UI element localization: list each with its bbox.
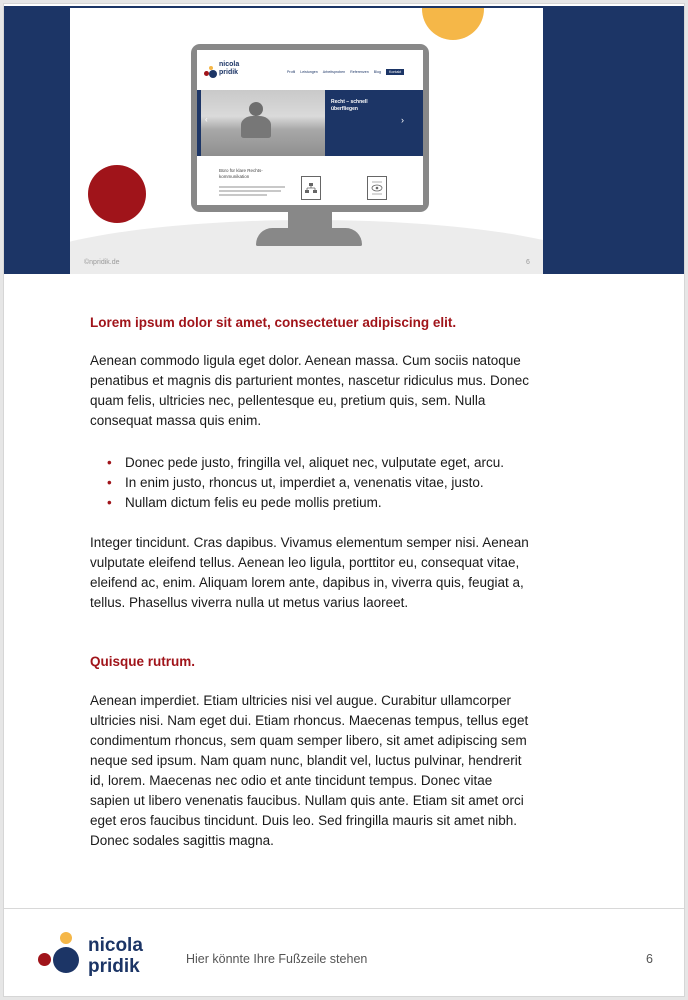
monitor-frame (191, 44, 429, 212)
document-eye-icon (367, 176, 387, 200)
footer-page-number: 6 (646, 952, 653, 966)
slide-copyright: ©npridik.de (84, 259, 120, 266)
section-heading-1: Lorem ipsum dolor sit amet, consectetuer adipiscing elit. (90, 315, 457, 330)
org-chart-icon (301, 176, 321, 200)
footer-text: Hier könnte Ihre Fußzeile stehen (186, 952, 368, 966)
website-nav (287, 69, 404, 75)
list-item: • Nullam dictum felis eu pede mollis pretium. (90, 493, 550, 513)
website-hero-text: Recht – schnell überfliegen (331, 99, 368, 112)
website-logo-line1: nicola (219, 61, 240, 68)
bullet-list (90, 453, 550, 513)
section-heading-2: Quisque rutrum. (90, 654, 196, 669)
yellow-circle-decoration (422, 8, 484, 40)
website-section-body (219, 186, 289, 200)
website-logo (201, 60, 251, 84)
website-logo-line2: pridik (219, 69, 239, 76)
footer-logo-line2: pridik (88, 956, 140, 977)
list-item: • In enim justo, rhoncus ut, imperdiet a, venenatis vitae, justo. (90, 473, 550, 493)
monitor-screen (197, 50, 423, 205)
footer-logo-line1: nicola (88, 935, 143, 956)
document-page (3, 3, 685, 997)
website-nav-item: Blog (373, 70, 381, 74)
website-hero-photo (201, 90, 325, 156)
footer-logo (36, 929, 156, 981)
list-item: • Donec pede justo, fringilla vel, aliquet nec, vulputate eget, arcu. (90, 453, 550, 473)
website-hero (197, 90, 423, 156)
website-nav-item: Referenzen (350, 70, 369, 74)
website-nav-kontakt: Kontakt (386, 69, 404, 75)
website-nav-item: Arbeitsproben (322, 70, 346, 74)
monitor-stand-base (256, 228, 362, 246)
slide-page-number: 6 (526, 259, 530, 266)
paragraph-2: Integer tincidunt. Cras dapibus. Vivamus elementum semper nisi. Aenean vulputate eleifend tellus. Aenean leo ligula, porttitor eu, consequat vitae, eleifend ac, enim. Aliquam lorem ante, dapibus in, viverra quis, feugiat a, tellus. Phasellus viverra nulla ut metus varius laoreet. (90, 535, 529, 610)
paragraph-1: Aenean commodo ligula eget dolor. Aenean massa. Cum sociis natoque penatibus et magnis dis parturient montes, nascetur ridiculus mus. Donec quam felis, ultricies nec, pellentesque eu, pretium quis, sem. Nulla consequat massa quis enim. (90, 353, 529, 428)
website-nav-item: Leistungen (300, 70, 318, 74)
chevron-left-icon: ‹ (205, 115, 208, 124)
paragraph-3: Aenean imperdiet. Etiam ultricies nisi vel augue. Curabitur ullamcorper ultricies nisi. Nam eget dui. Etiam rhoncus. Maecenas tempus, tellus eget condimentum rhoncus, sem quam semper libero, sit amet adipiscing sem neque sed ipsum. Nam quam nunc, blandit vel, luctus pulvinar, hendrerit id, lorem. Maecenas nec odio et ante tincidunt tempus. Donec vitae sapien ut libero venenatis faucibus. Nullam quis ante. Etiam sit amet orci eget eros faucibus tincidunt. Duis leo. Sed fringilla mauris sit amet nibh. Donec sodales sagittis magna. (90, 693, 529, 848)
slide-image (70, 8, 543, 274)
footer-divider (4, 908, 685, 909)
website-section-title: Büro für klare Rechts-kommunikation (219, 168, 263, 179)
hero-band (4, 6, 685, 274)
red-circle-decoration (88, 165, 146, 223)
chevron-right-icon: › (401, 115, 404, 125)
website-nav-item: Profil (287, 70, 296, 74)
